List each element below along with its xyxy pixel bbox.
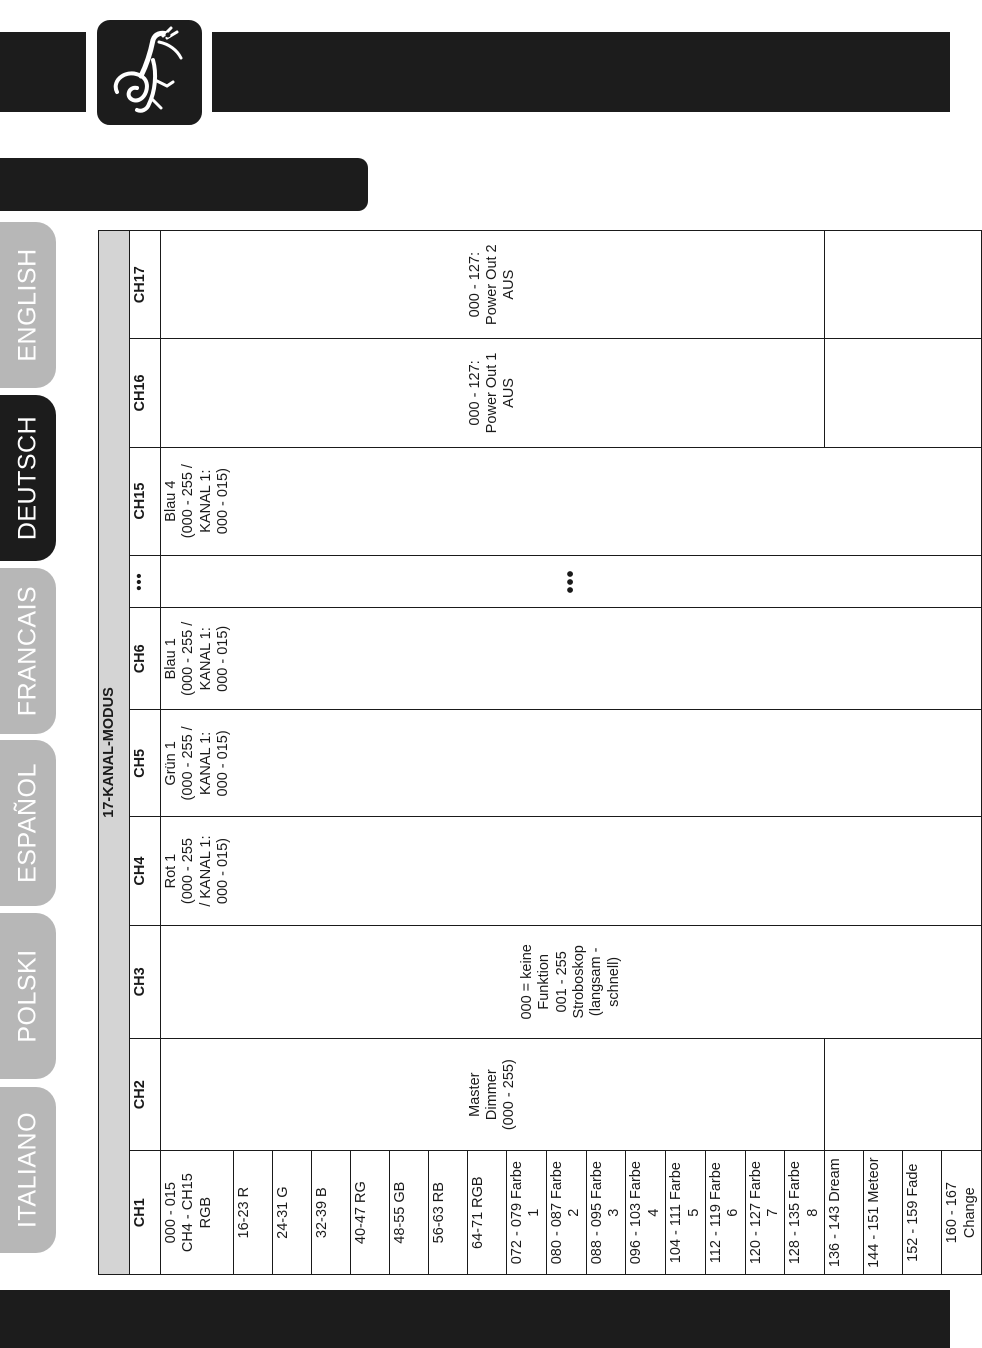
ellipsis-cell: ••• [161,555,982,608]
ch1-cell: 088 - 095 Farbe 3 [586,1151,626,1275]
ch1-cell: 120 - 127 Farbe 7 [745,1151,785,1275]
ch17-empty [825,231,982,339]
header-ch16: CH16 [130,339,161,447]
ch2-empty [825,1039,982,1151]
tab-polski[interactable] [0,913,56,1079]
brand-logo [94,17,205,128]
ch1-cell: 136 - 143 Dream [825,1151,864,1275]
tab-espanol-label: ESPAÑOL [13,763,42,883]
tab-italiano-label: ITALIANO [13,1111,42,1229]
ch1-cell: 072 - 079 Farbe 1 [507,1151,547,1275]
dmx-channel-table [98,230,982,1275]
footer-bar [0,1290,950,1348]
tab-espanol[interactable] [0,740,56,906]
ch1-cell: 16-23 R [234,1151,273,1275]
mode-title-row [99,231,130,1275]
ch5-green: Grün 1 (000 - 255 / KANAL 1: 000 - 015) [161,710,982,817]
ch4-red: Rot 1 (000 - 255 / KANAL 1: 000 - 015) [161,817,982,925]
ch1-cell: 080 - 087 Farbe 2 [546,1151,586,1275]
tab-francais-label: FRANCAIS [13,585,42,717]
ch1-cell: 24-31 G [273,1151,312,1275]
header-ch6: CH6 [130,608,161,710]
ch2-master-dimmer: Master Dimmer (000 - 255) [161,1039,825,1151]
header-bar-right [212,32,950,112]
header-ch4: CH4 [130,817,161,925]
ch1-cell: 144 - 151 Meteor [864,1151,903,1275]
dmx-channel-table-wrapper [98,230,978,1275]
ch1-cell: 000 - 015 CH4 - CH15 RGB [161,1151,234,1275]
ch15-blue4: Blau 4 (000 - 255 / KANAL 1: 000 - 015) [161,447,982,555]
tab-english-label: ENGLISH [13,248,42,362]
header-ch15: CH15 [130,447,161,555]
tab-polski-label: POLSKI [13,949,42,1043]
ch17-power-out-2: 000 - 127: Power Out 2 AUS [161,231,825,339]
ch1-cell: 096 - 103 Farbe 4 [626,1151,666,1275]
header-ch1: CH1 [130,1151,161,1275]
header-ellipsis: ••• [130,555,161,608]
header-bar-left [0,32,86,112]
header-ch17: CH17 [130,231,161,339]
ch1-cell: 32-39 B [312,1151,351,1275]
ch1-cell: 128 - 135 Farbe 8 [785,1151,825,1275]
ch3-strobe: 000 = keine Funktion 001 - 255 Stroboskop (langsam - schnell) [161,925,982,1038]
ch16-empty [825,339,982,447]
ch1-cell: 160 - 167 Change [942,1151,982,1275]
mode-title: 17-KANAL-MODUS [99,231,130,1275]
ch1-cell: 48-55 GB [390,1151,429,1275]
ch1-cell: 64-71 RGB [468,1151,507,1275]
tab-italiano[interactable] [0,1087,56,1253]
ch16-power-out-1: 000 - 127: Power Out 1 AUS [161,339,825,447]
ch1-cell: 152 - 159 Fade [903,1151,942,1275]
table-body [161,231,982,1275]
channel-header-row [130,231,161,1275]
header-ch2: CH2 [130,1039,161,1151]
ch6-blue: Blau 1 (000 - 255 / KANAL 1: 000 - 015) [161,608,982,710]
header-ch3: CH3 [130,925,161,1038]
tab-deutsch-label: DEUTSCH [13,415,42,541]
table-row [161,231,234,1275]
header-ch5: CH5 [130,710,161,817]
ch1-cell: 56-63 RB [429,1151,468,1275]
ch1-cell: 104 - 111 Farbe 5 [666,1151,706,1275]
tab-deutsch[interactable] [0,395,56,561]
tab-francais[interactable] [0,568,56,734]
section-title-bar [0,158,368,211]
tab-english[interactable] [0,222,56,388]
ch1-cell: 112 - 119 Farbe 6 [705,1151,745,1275]
ch1-cell: 40-47 RG [351,1151,390,1275]
lizard-logo-icon [97,20,202,125]
